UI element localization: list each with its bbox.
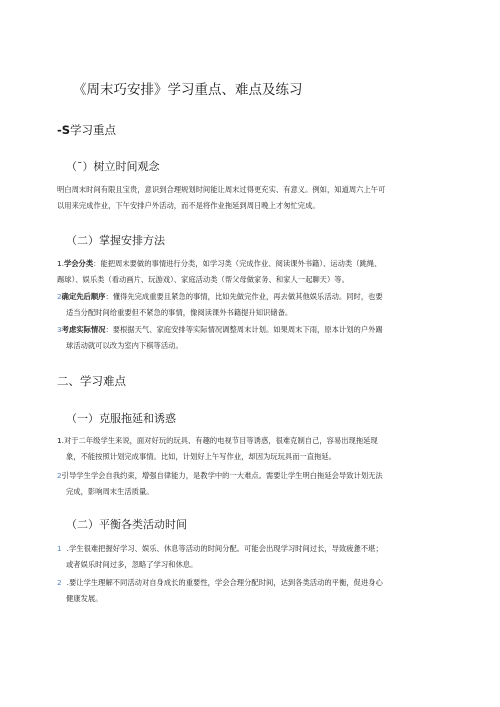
list-item-situation	[57, 322, 447, 353]
list-item-line	[57, 575, 447, 591]
list-item-line	[57, 433, 447, 449]
list-text: 引导学生学会自我约束，增强自律能力，是教学中的一大难点。需要让学生明白拖延会导致计划无法	[61, 471, 383, 480]
list-item-self-discipline	[57, 468, 447, 499]
list-item-classify	[57, 256, 447, 287]
list-text: ：要根据天气、家庭安排等实际情况调整周末计划。如果周末下雨，原本计划的户外踢	[105, 325, 383, 334]
list-number: 1.	[57, 436, 64, 445]
list-item-line: 完成，影响周末生活质量。	[66, 486, 154, 496]
list-item-line: 健康发展。	[66, 593, 103, 603]
list-label: 确定先后顺序	[61, 292, 106, 301]
subheading-procrastination: （一）克服拖延和诱惑	[66, 412, 176, 425]
subheading-time-concept: （¯）树立时间观念	[66, 160, 160, 173]
list-item-importance	[57, 575, 447, 606]
list-item-order	[57, 289, 447, 320]
section-heading-difficulties: 二、学习难点	[57, 374, 126, 388]
list-item-line: 象，不能按照计划完成事情。比如，计划好上午写作业，却因为玩玩具而一直拖延。	[66, 451, 336, 461]
list-item-line: 球活动就可以改为室内下棋等活动。	[66, 340, 183, 350]
list-item-line: 适当分配时间给重要但不紧急的事情，像阅读课外书籍提升知识储备。	[66, 307, 293, 317]
list-label: 学会分类	[63, 259, 94, 268]
subheading-methods: （二）掌握安排方法	[66, 234, 165, 247]
subheading-balance: （二）平衡各类活动时间	[66, 518, 187, 531]
list-item-temptation	[57, 433, 447, 464]
list-item-line	[57, 468, 447, 484]
list-item-line	[57, 322, 447, 338]
paragraph-time-concept	[57, 182, 447, 213]
list-item-line	[57, 541, 447, 557]
list-item-line	[57, 289, 447, 305]
list-item-line: 或者娱乐时间过多，忽略了学习和休息。	[66, 559, 198, 569]
list-text: .要让学生理解不同活动对自身成长的重要性，学会合理分配时间，达到各类活动的平衡，促进身心	[66, 578, 383, 587]
list-number: 3	[57, 325, 62, 334]
list-number: 1	[57, 544, 62, 553]
list-text: ：懂得先完成重要且紧急的事情，比如先做完作业，再去做其他娱乐活动。同时，也要	[105, 292, 383, 301]
section-heading-key-points	[57, 122, 116, 138]
list-item-allocation	[57, 541, 447, 572]
list-text: ：能把周末要做的事情进行分类，如学习类（完成作业、阅读课外书籍）、运动类（跳绳、	[93, 259, 382, 268]
list-number: 2	[57, 578, 62, 587]
list-number: 2	[57, 292, 62, 301]
list-item-line: 踢球）、娱乐类（看动画片、玩游戏）、家庭活动类（帮父母做家务、和家人一起聊天）等。	[57, 274, 349, 284]
list-label: 考虑实际情况	[61, 325, 106, 334]
section-prefix: -S	[57, 123, 71, 137]
list-number: 1.	[57, 259, 64, 268]
list-text: .学生很难把握好学习、娱乐、休息等活动的时间分配。可能会出现学习时间过长，导致疲惫不堪；	[66, 544, 383, 553]
list-text: 对于二年级学生来说，面对好玩的玩具、有趣的电视节目等诱惑，很难克制自己，容易出现拖延现	[63, 436, 378, 445]
paragraph-line: 以用来完成作业，下午安排户外活动，而不是将作业拖延到周日晚上才匆忙完成。	[57, 200, 320, 210]
paragraph-line: 明白周末时间有限且宝贵，意识到合理规划时间能让周末过得更充实、有意义。例如，知道周六上午可	[57, 185, 386, 194]
list-item-line	[57, 256, 447, 272]
section-heading-text: 学习重点	[70, 123, 117, 137]
document-title: 《周末巧安排》学习重点、难点及练习	[73, 82, 303, 98]
list-number: 2	[57, 471, 62, 480]
